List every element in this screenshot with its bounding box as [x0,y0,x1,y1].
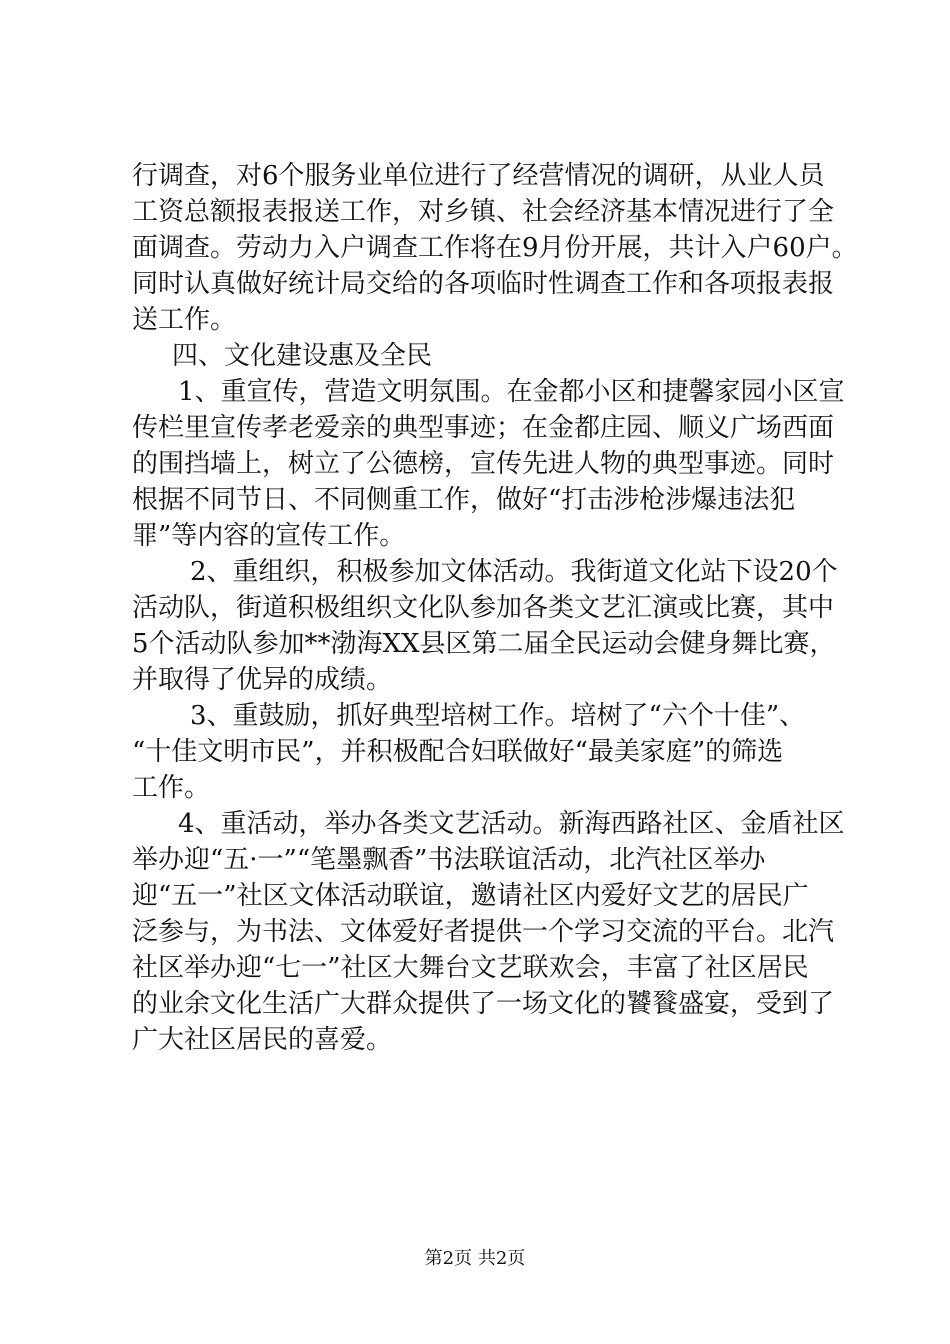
text-line: 根据不同节日、不同侧重工作，做好“打击涉枪涉爆违法犯 [132,485,796,515]
text-line: 并取得了优异的成绩。 [132,665,393,695]
section-heading: 四、文化建设惠及全民 [172,341,433,371]
text-line: 社区举办迎“七一”社区大舞台文艺联欢会，丰富了社区居民 [132,953,809,983]
body-text [132,158,858,1058]
text-line: 4、重活动，举办各类文艺活动。新海西路社区、金盾社区 [178,809,845,839]
text-line: 5个活动队参加**渤海XX县区第二届全民运动会健身舞比赛， [132,629,836,659]
text-line: 工作。 [132,773,211,803]
text-line: 面调查。劳动力入户调查工作将在9月份开展，共计入户60户。 [132,233,858,263]
text-line: 工资总额报表报送工作，对乡镇、社会经济基本情况进行了全 [132,197,835,227]
text-line: 活动队，街道积极组织文化队参加各类文艺汇演或比赛，其中 [132,593,835,623]
text-line: 2、重组织，积极参加文体活动。我街道文化站下设20个 [190,557,838,587]
text-line: 行调查，对6个服务业单位进行了经营情况的调研，从业人员 [132,161,825,191]
text-line: 迎“五一”社区文体活动联谊，邀请社区内爱好文艺的居民广 [132,881,809,911]
text-line: “十佳文明市民”，并积极配合妇联做好“最美家庭”的筛选 [132,737,784,767]
text-line: 的业余文化生活广大群众提供了一场文化的饕餮盛宴，受到了 [132,989,835,1019]
text-line: 1、重宣传，营造文明氛围。在金都小区和捷馨家园小区宣 [178,377,845,407]
text-line: 的围挡墙上，树立了公德榜，宣传先进人物的典型事迹。同时 [132,449,835,479]
text-line: 罪”等内容的宣传工作。 [132,521,406,551]
page-number: 第2页 共2页 [424,1248,526,1269]
text-line: 同时认真做好统计局交给的各项临时性调查工作和各项报表报 [132,269,835,299]
text-line: 广大社区居民的喜爱。 [132,1025,393,1055]
text-line: 3、重鼓励，抓好典型培树工作。培树了“六个十佳”、 [190,701,806,731]
text-line: 泛参与，为书法、文体爱好者提供一个学习交流的平台。北汽 [132,917,835,947]
text-line: 传栏里宣传孝老爱亲的典型事迹；在金都庄园、顺义广场西面 [132,413,835,443]
text-line: 举办迎“五·一”“笔墨飘香”书法联谊活动，北汽社区举办 [132,845,766,875]
text-line: 送工作。 [132,305,237,335]
